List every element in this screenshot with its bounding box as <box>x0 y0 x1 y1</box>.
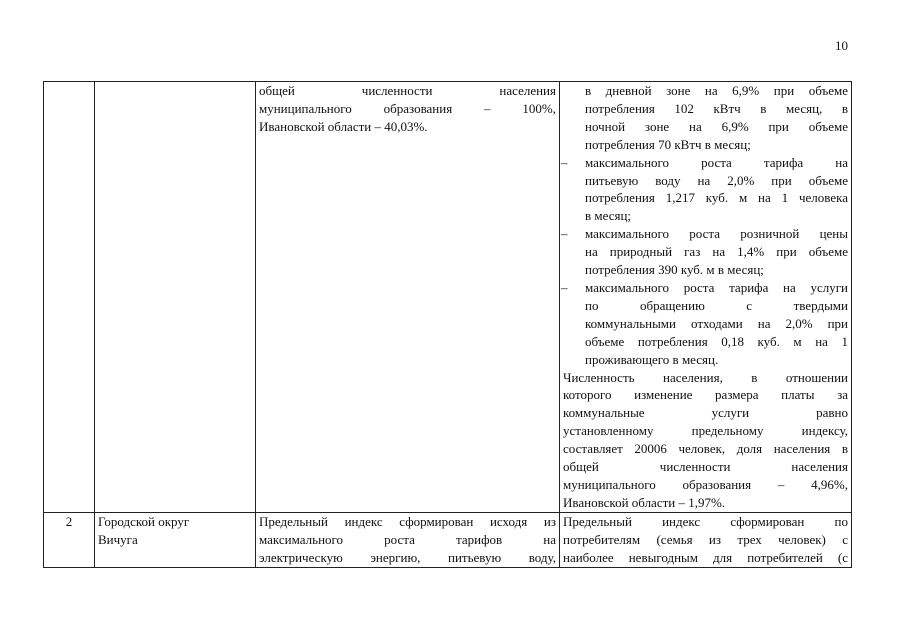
text-line: питьевую воду на 2,0% при объеме <box>585 172 848 188</box>
text-line: электрическую энергию, питьевую воду, <box>259 549 556 565</box>
text-line: потребителям (семья из трех человек) с <box>563 531 848 547</box>
text-line: в месяц; <box>585 208 632 224</box>
text-line: Численность населения, в отношении <box>563 369 848 385</box>
cell-municipality-empty <box>95 82 256 513</box>
text-line: в дневной зоне на 6,9% при объеме <box>585 83 848 98</box>
text-line: потребления 70 кВтч в месяц; <box>585 136 751 152</box>
text-line: максимального роста розничной цены <box>585 226 848 242</box>
dash-marker: – <box>561 154 568 170</box>
index-table <box>43 81 852 568</box>
text-line: Ивановской области – 1,97%. <box>563 494 726 510</box>
page-number: 10 <box>835 38 848 53</box>
row-number-value: 2 <box>65 513 73 529</box>
text-line: потребления 390 куб. м в месяц; <box>585 262 764 278</box>
text-line: коммунальными отходами на 2,0% при <box>585 315 848 331</box>
cell-number-empty <box>44 82 95 513</box>
text-line: наиболее невыгодным для потребителей (с <box>563 549 848 565</box>
text-line: общей численности населения <box>563 459 848 475</box>
list-item <box>563 225 848 279</box>
text-line: потребления 102 кВтч в месяц, в <box>585 100 848 116</box>
cell-consumer-description <box>560 512 852 567</box>
text-line: коммунальные услуги равно <box>563 405 848 421</box>
text-line: общей численности населения <box>259 83 556 98</box>
text-line: муниципального образования – 4,96%, <box>563 476 848 492</box>
text-line: максимального роста тарифа на <box>585 154 848 170</box>
text-line: проживающего в месяц. <box>585 351 719 367</box>
text-line: установленному предельному индексу, <box>563 423 848 439</box>
dash-list <box>563 154 848 369</box>
text-line: муниципального образования – 100%, <box>259 100 556 116</box>
dash-marker: – <box>561 226 568 242</box>
cell-index-description <box>256 82 560 513</box>
text-line: максимального роста тарифов на <box>259 531 556 547</box>
text-line: максимального роста тарифа на услуги <box>585 279 848 295</box>
table-row-vichuga <box>44 512 852 567</box>
cell-municipality <box>95 512 256 567</box>
row-number <box>44 512 95 567</box>
list-item <box>563 279 848 369</box>
dash-marker: – <box>561 279 568 295</box>
text-line: по обращению с твердыми <box>585 297 848 313</box>
text-line: объеме потребления 0,18 куб. м на 1 <box>585 333 848 349</box>
municipality-line: Городской округ <box>98 513 190 529</box>
text-line: на природный газ на 1,4% при объеме <box>585 244 848 260</box>
list-item <box>563 154 848 226</box>
text-line: ночной зоне на 6,9% при объеме <box>585 118 848 134</box>
cell-consumer-description <box>560 82 852 513</box>
cell-index-description <box>256 512 560 567</box>
text-line: Ивановской области – 40,03%. <box>259 118 428 134</box>
text-line: потребления 1,217 куб. м на 1 человека <box>585 190 848 206</box>
text-line: составляет 20006 человек, доля населения в <box>563 441 848 457</box>
text-line: Предельный индекс сформирован по <box>563 513 848 529</box>
text-line: которого изменение размера платы за <box>563 387 848 403</box>
table-row-continuation <box>44 82 852 513</box>
text-line: Предельный индекс сформирован исходя из <box>259 513 556 529</box>
municipality-line: Вичуга <box>98 531 138 547</box>
